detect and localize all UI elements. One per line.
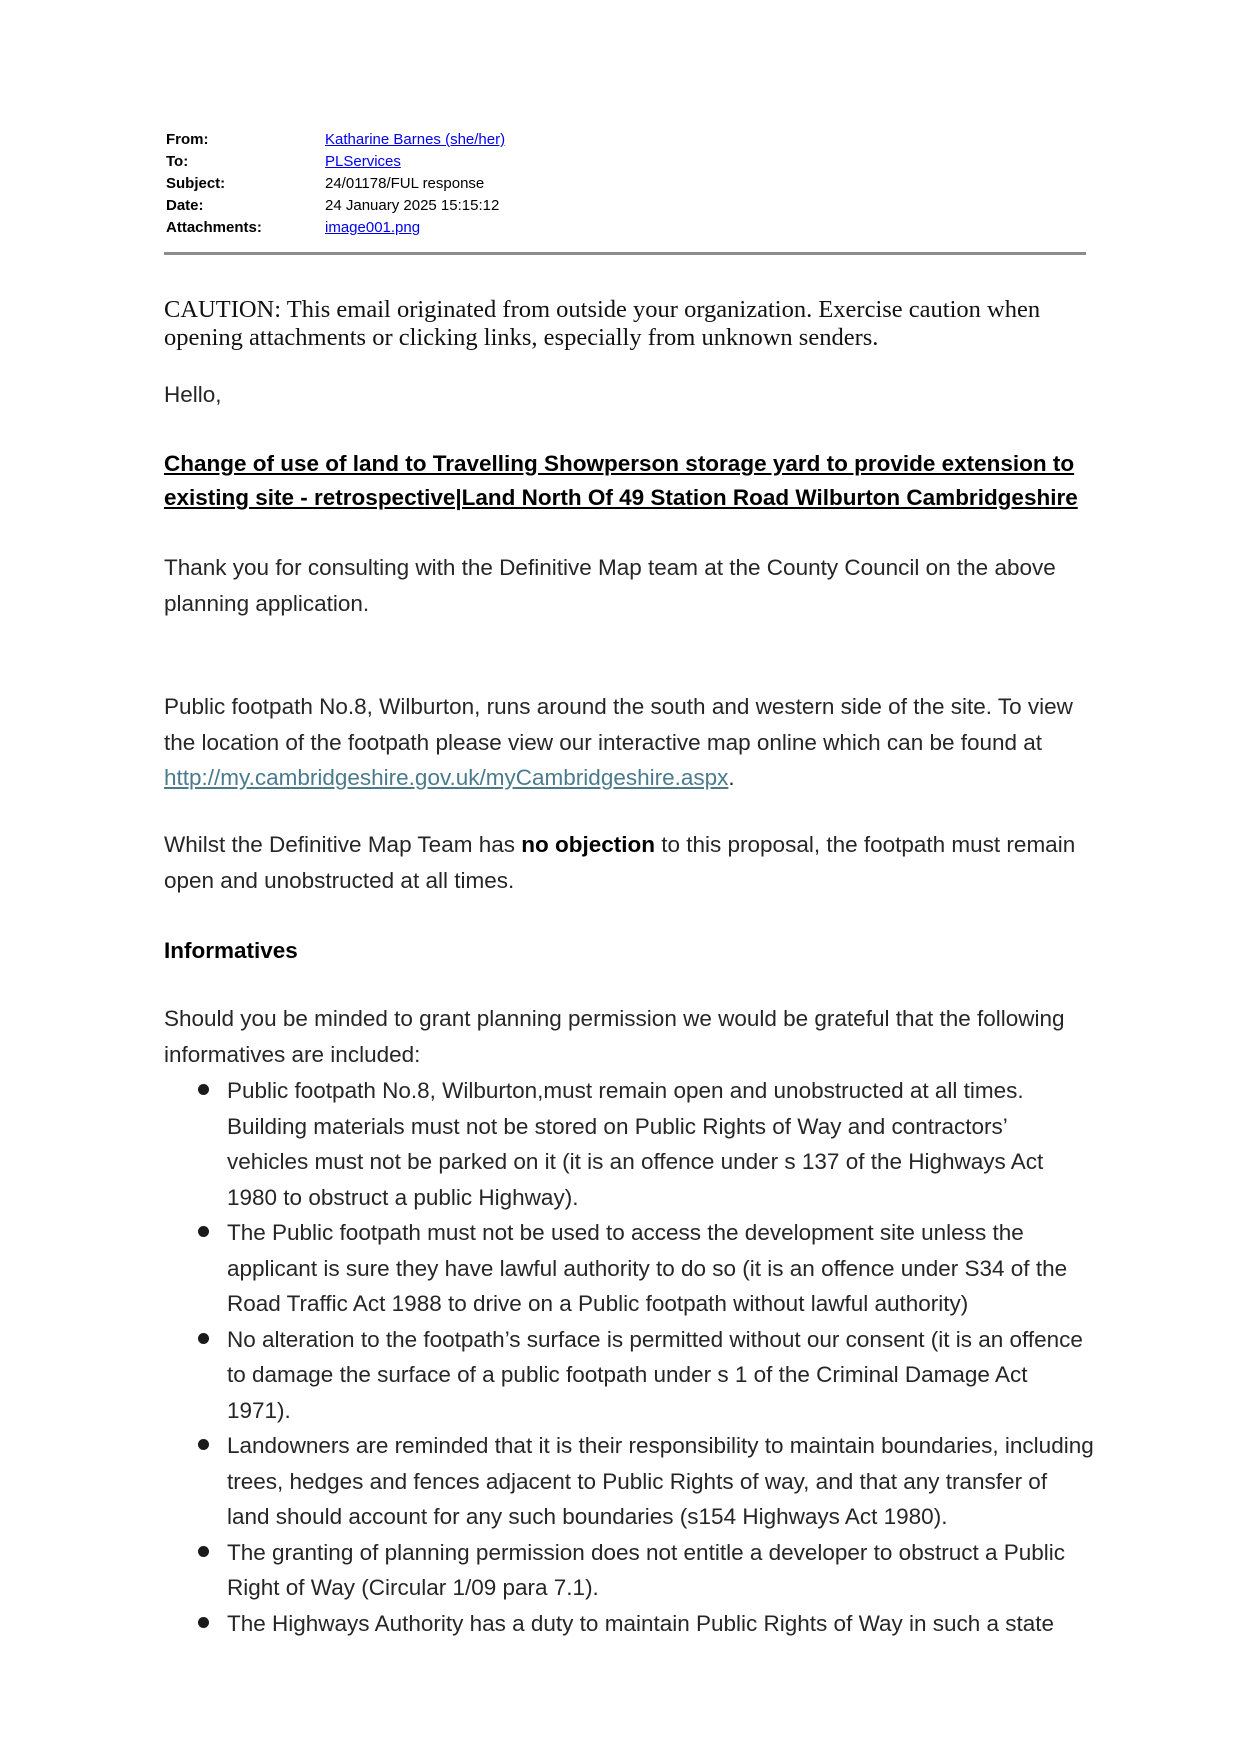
subject-label: Subject: — [166, 175, 226, 192]
objection-after: to this proposal, the footpath must remain open and unobstructed at all times. — [164, 832, 1076, 893]
list-item-text: The Public footpath must not be used to access the development site unless the applicant is sure they have lawful authority to do so (it is an offence under S34 of the Road Traffic Act 1988 to drive on a Public footpath without lawful authority) — [227, 1220, 1068, 1316]
subject-value: 24/01178/FUL response — [325, 175, 485, 192]
should-paragraph: Should you be minded to grant planning permission we would be grateful that the following informatives are included: — [164, 1006, 1065, 1067]
list-item-text: No alteration to the footpath’s surface is permitted without our consent (it is an offence to damage the surface of a public footpath under s 1 of the Criminal Damage Act 1971). — [227, 1326, 1083, 1423]
date-value: 24 January 2025 15:15:12 — [325, 197, 500, 214]
bullet-icon — [198, 1084, 209, 1095]
bullet-icon — [198, 1226, 209, 1237]
objection-before: Whilst the Definitive Map Team has — [164, 832, 522, 857]
from-link[interactable]: Katharine Barnes (she/her) — [325, 131, 506, 148]
from-label: From: — [166, 131, 209, 148]
bullet-icon — [198, 1617, 209, 1628]
informatives-heading: Informatives — [164, 938, 298, 963]
footpath-text: Public footpath No.8, Wilburton, runs around the south and western side of the site. To view the location of the footpath please view our interactive map online which can be found at — [164, 694, 1073, 755]
list-item-text: The granting of planning permission does not entitle a developer to obstruct a Public Right of Way (Circular 1/09 para 7.1). — [227, 1539, 1066, 1600]
list-item-text: Public footpath No.8, Wilburton,must remain open and unobstructed at all times. Building materials must not be stored on Public Rights of Way and contractors’ vehicles must not be parked on it (it is an offence under s 137 of the Highways Act 1980 to obstruct a public Highway). — [227, 1078, 1044, 1210]
objection-paragraph — [164, 827, 1094, 898]
header-divider — [164, 252, 1086, 255]
bullet-icon — [198, 1439, 209, 1450]
list-item — [164, 1428, 1094, 1535]
footpath-paragraph — [164, 689, 1094, 796]
to-row — [166, 151, 1086, 173]
application-subject: Change of use of land to Travelling Showperson storage yard to provide extension to existing site - retrospective|Land North Of 49 Station Road Wilburton Cambridgeshire — [164, 451, 1078, 510]
interactive-map-link[interactable]: http://my.cambridgeshire.gov.uk/myCambridgeshire.aspx — [164, 765, 729, 790]
list-item-text: The Highways Authority has a duty to maintain Public Rights of Way in such a state — [227, 1610, 1055, 1636]
list-item — [164, 1322, 1094, 1429]
date-row — [166, 195, 1086, 217]
from-row — [166, 129, 1086, 151]
attachment-link[interactable]: image001.png — [325, 219, 421, 236]
to-label: To: — [166, 153, 189, 170]
bullet-icon — [198, 1546, 209, 1557]
caution-notice: CAUTION: This email originated from outside your organization. Exercise caution when opening attachments or clicking links, especially from unknown senders. — [164, 296, 1041, 351]
email-header — [166, 129, 1086, 239]
greeting: Hello, — [164, 382, 222, 407]
subject-row — [166, 173, 1086, 195]
no-objection-text: no objection — [521, 832, 655, 857]
list-item — [164, 1215, 1094, 1322]
list-item — [164, 1535, 1094, 1606]
attachments-row — [166, 217, 1086, 239]
footpath-end: . — [728, 765, 735, 790]
attachments-label: Attachments: — [166, 219, 262, 236]
to-link[interactable]: PLServices — [325, 153, 401, 170]
list-item-text: Landowners are reminded that it is their responsibility to maintain boundaries, including trees, hedges and fences adjacent to Public Rights of way, and that any transfer of land should account for any such boundaries (s154 Highways Act 1980). — [227, 1433, 1094, 1529]
thanks-paragraph: Thank you for consulting with the Definitive Map team at the County Council on the above planning application. — [164, 555, 1056, 616]
bullet-icon — [198, 1333, 209, 1344]
informatives-list — [164, 1073, 1094, 1641]
list-item — [164, 1073, 1094, 1215]
list-item — [164, 1606, 1094, 1642]
date-label: Date: — [166, 197, 204, 214]
